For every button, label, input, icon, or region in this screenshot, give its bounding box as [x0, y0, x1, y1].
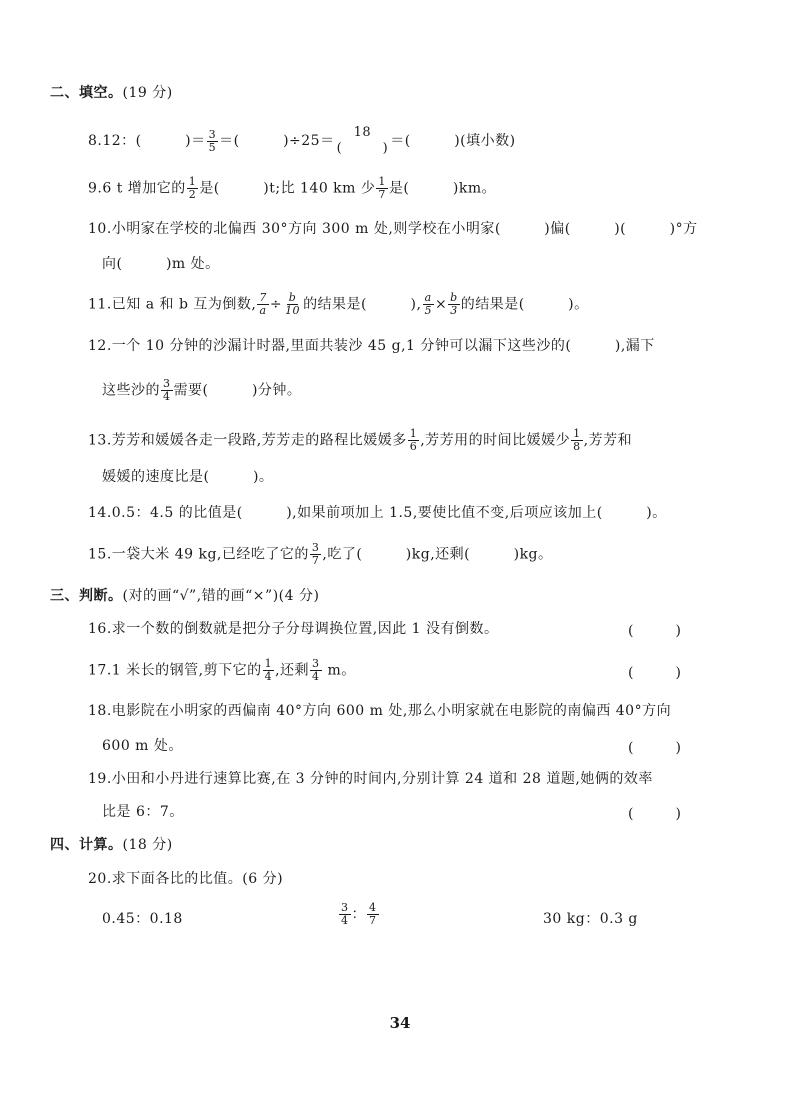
fraction: $\frac{3}{4}$	[163, 377, 171, 403]
fraction: $\frac{1}{8}$	[573, 427, 581, 453]
fraction: $\frac{a}{5}$	[424, 291, 432, 317]
fraction: $\frac{3}{5}$	[208, 127, 217, 154]
question-10-line-2: 向( )m 处。	[102, 256, 220, 272]
page-number: 34	[389, 1014, 411, 1032]
fraction: $\frac{7}{a}$	[259, 291, 267, 317]
question-15: 15.一袋大米 49 kg,已经吃了它的 $\frac{3}{7}$ ,吃了( )kg,还剩( )kg。	[88, 541, 553, 567]
question-12-line-2: 这些沙的 $\frac{3}{4}$ 需要( )分钟。	[102, 377, 302, 403]
fraction: $\frac{1}{7}$	[378, 175, 386, 201]
fraction: $\frac{3}{7}$	[311, 541, 320, 567]
question-8: 8.12：( )＝ $\frac{3}{5}$ ＝( )÷25＝ 18 ( ) ＝( )(填小数)	[88, 125, 516, 156]
section-2-heading: 二、填空。(19 分)	[50, 85, 173, 101]
ratio-expression-3: 30 kg：0.3 g	[543, 911, 638, 927]
question-13-line-2: 媛媛的速度比是( )。	[102, 469, 274, 485]
question-19-line-1: 19.小田和小丹进行速算比赛,在 3 分钟的时间内,分别计算 24 道和 28 道题,她俩的效率	[88, 771, 653, 787]
fraction: $\frac{1}{2}$	[188, 175, 197, 201]
question-10-line-1: 10.小明家在学校的北偏西 30°方向 300 m 处,则学校在小明家( )偏( )( )°方	[88, 221, 698, 237]
question-17: 17.1 米长的钢管,剪下它的 $\frac{1}{4}$ ,还剩 $\frac{3}{4}$ m。	[88, 657, 356, 683]
question-19-line-2: 比是 6：7。	[102, 804, 184, 820]
question-13-line-1: 13.芳芳和媛媛各走一段路,芳芳走的路程比媛媛多 $\frac{1}{6}$ ,芳芳用的时间比媛媛少 $\frac{1}{8}$ ,芳芳和	[88, 427, 633, 453]
question-12-line-1: 12.一个 10 分钟的沙漏计时器,里面共装沙 45 g,1 分钟可以漏下这些沙的( ),漏下	[88, 338, 655, 354]
fraction: 18 ( )	[336, 125, 389, 156]
question-18-line-1: 18.电影院在小明家的西偏南 40°方向 600 m 处,那么小明家就在电影院的南偏西 40°方向	[88, 703, 672, 719]
answer-parentheses[interactable]: ( )	[628, 665, 681, 681]
section-3-heading: 三、判断。(对的画“√”,错的画“×”)(4 分)	[50, 588, 320, 604]
answer-parentheses[interactable]: ( )	[628, 623, 681, 639]
answer-parentheses[interactable]: ( )	[628, 740, 681, 756]
question-9: 9.6 t 增加它的 $\frac{1}{2}$ 是( )t;比 140 km 少 $\frac{1}{7}$ 是( )km。	[88, 175, 497, 201]
ratio-expression-2: $\frac{3}{4}$ ： $\frac{4}{7}$	[341, 901, 377, 927]
question-18-line-2: 600 m 处。	[102, 738, 183, 754]
ratio-expression-1: 0.45：0.18	[102, 911, 183, 927]
question-14: 14.0.5：4.5 的比值是( ),如果前项加上 1.5,要使比值不变,后项应该加上( )。	[88, 505, 667, 521]
fraction: $\frac{1}{4}$	[264, 657, 273, 683]
question-11: 11.已知 a 和 b 互为倒数, $\frac{7}{a}$ ÷ $\frac{b}{10}$ 的结果是( ), $\frac{a}{5}$ × $\frac{b}{3}$ 的结果是( )。	[88, 291, 589, 317]
section-4-heading: 四、计算。(18 分)	[50, 837, 173, 853]
answer-parentheses[interactable]: ( )	[628, 806, 681, 822]
question-16: 16.求一个数的倒数就是把分子分母调换位置,因此 1 没有倒数。	[88, 621, 499, 637]
question-20: 20.求下面各比的比值。(6 分)	[88, 871, 284, 887]
fraction: $\frac{1}{6}$	[409, 427, 418, 453]
fraction: $\frac{4}{7}$	[369, 901, 377, 927]
fraction: $\frac{3}{4}$	[341, 901, 349, 927]
fraction: $\frac{b}{3}$	[450, 291, 458, 317]
fraction: $\frac{3}{4}$	[312, 657, 320, 683]
fraction: $\frac{b}{10}$	[285, 291, 301, 317]
